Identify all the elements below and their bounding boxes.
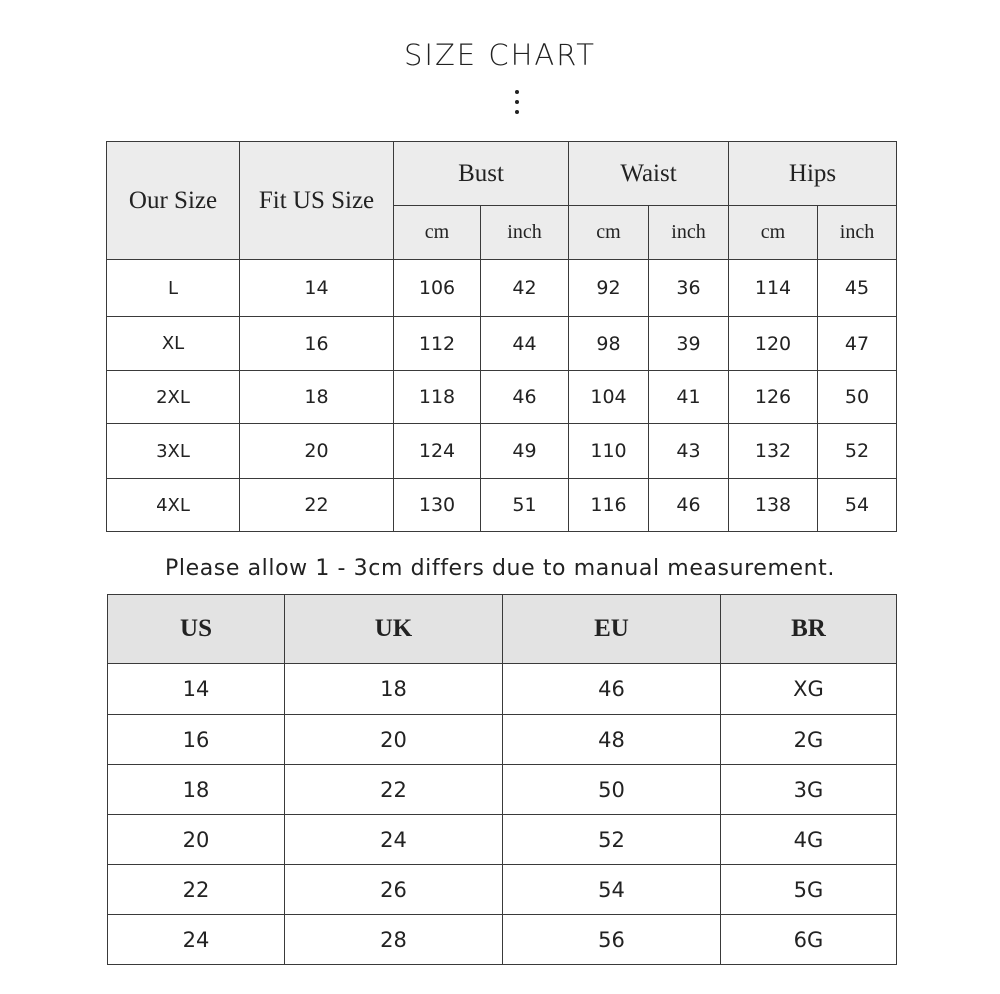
header-unit-inch: inch: [649, 206, 729, 260]
table-cell: 43: [649, 424, 729, 479]
header-eu: EU: [503, 595, 721, 664]
table-cell: 42: [481, 260, 569, 317]
table-cell: 126: [729, 371, 818, 424]
table-cell: 5G: [721, 865, 897, 915]
size-table: [106, 141, 897, 532]
table-cell: 24: [108, 915, 285, 965]
table-cell: 46: [649, 479, 729, 532]
table-cell: 41: [649, 371, 729, 424]
table-row: [108, 664, 897, 715]
table-cell: 49: [481, 424, 569, 479]
table-cell: 44: [481, 317, 569, 371]
table-row: [107, 424, 897, 479]
table-cell: 132: [729, 424, 818, 479]
table-cell: 51: [481, 479, 569, 532]
header-unit-cm: cm: [394, 206, 481, 260]
table-row: [108, 715, 897, 765]
table-cell: 104: [569, 371, 649, 424]
table-cell: 20: [240, 424, 394, 479]
table-row: [108, 815, 897, 865]
table-cell: 3G: [721, 765, 897, 815]
header-unit-cm: cm: [729, 206, 818, 260]
header-unit-inch: inch: [818, 206, 897, 260]
table-cell: 98: [569, 317, 649, 371]
header-fit-us-size: Fit US Size: [240, 142, 394, 260]
header-bust: Bust: [394, 142, 569, 206]
table-cell: 106: [394, 260, 481, 317]
header-waist: Waist: [569, 142, 729, 206]
table-cell: 39: [649, 317, 729, 371]
table-cell: 130: [394, 479, 481, 532]
table-cell: 18: [240, 371, 394, 424]
table-row: [108, 865, 897, 915]
table-cell: 14: [108, 664, 285, 715]
table-cell: 46: [503, 664, 721, 715]
table-cell: 16: [108, 715, 285, 765]
table-cell: 22: [108, 865, 285, 915]
table-cell: XL: [107, 317, 240, 371]
table-cell: L: [107, 260, 240, 317]
table-cell: 26: [285, 865, 503, 915]
table-cell: 6G: [721, 915, 897, 965]
header-hips: Hips: [729, 142, 897, 206]
table-cell: 50: [503, 765, 721, 815]
table-row: [107, 317, 897, 371]
table-cell: 18: [108, 765, 285, 815]
vertical-dots-icon: [514, 90, 520, 116]
table-row: [107, 371, 897, 424]
table-cell: 116: [569, 479, 649, 532]
table-cell: 24: [285, 815, 503, 865]
table-cell: 16: [240, 317, 394, 371]
header-us: US: [108, 595, 285, 664]
table-cell: 52: [503, 815, 721, 865]
table-cell: 45: [818, 260, 897, 317]
table-row: [108, 765, 897, 815]
table-cell: 52: [818, 424, 897, 479]
table-cell: 36: [649, 260, 729, 317]
table-cell: 4XL: [107, 479, 240, 532]
measurement-note: Please allow 1 - 3cm differs due to manual measurement.: [165, 556, 835, 581]
table-cell: 46: [481, 371, 569, 424]
table-row: [107, 479, 897, 532]
table-cell: 54: [503, 865, 721, 915]
table-cell: 120: [729, 317, 818, 371]
table-cell: XG: [721, 664, 897, 715]
table-cell: 112: [394, 317, 481, 371]
header-br: BR: [721, 595, 897, 664]
table-cell: 110: [569, 424, 649, 479]
header-uk: UK: [285, 595, 503, 664]
table-cell: 92: [569, 260, 649, 317]
table-cell: 2G: [721, 715, 897, 765]
table-row: [108, 915, 897, 965]
table-cell: 3XL: [107, 424, 240, 479]
table-cell: 54: [818, 479, 897, 532]
table-cell: 20: [285, 715, 503, 765]
table-cell: 56: [503, 915, 721, 965]
table-cell: 118: [394, 371, 481, 424]
page-title: SIZE CHART: [403, 38, 597, 72]
table-cell: 22: [240, 479, 394, 532]
table-cell: 14: [240, 260, 394, 317]
table-cell: 4G: [721, 815, 897, 865]
table-cell: 138: [729, 479, 818, 532]
table-cell: 18: [285, 664, 503, 715]
table-row: [107, 260, 897, 317]
conversion-table: [107, 594, 897, 965]
table-cell: 22: [285, 765, 503, 815]
table-cell: 47: [818, 317, 897, 371]
header-our-size: Our Size: [107, 142, 240, 260]
table-cell: 20: [108, 815, 285, 865]
table-cell: 2XL: [107, 371, 240, 424]
table-cell: 28: [285, 915, 503, 965]
table-cell: 124: [394, 424, 481, 479]
header-unit-inch: inch: [481, 206, 569, 260]
table-cell: 114: [729, 260, 818, 317]
table-cell: 50: [818, 371, 897, 424]
table-cell: 48: [503, 715, 721, 765]
header-unit-cm: cm: [569, 206, 649, 260]
